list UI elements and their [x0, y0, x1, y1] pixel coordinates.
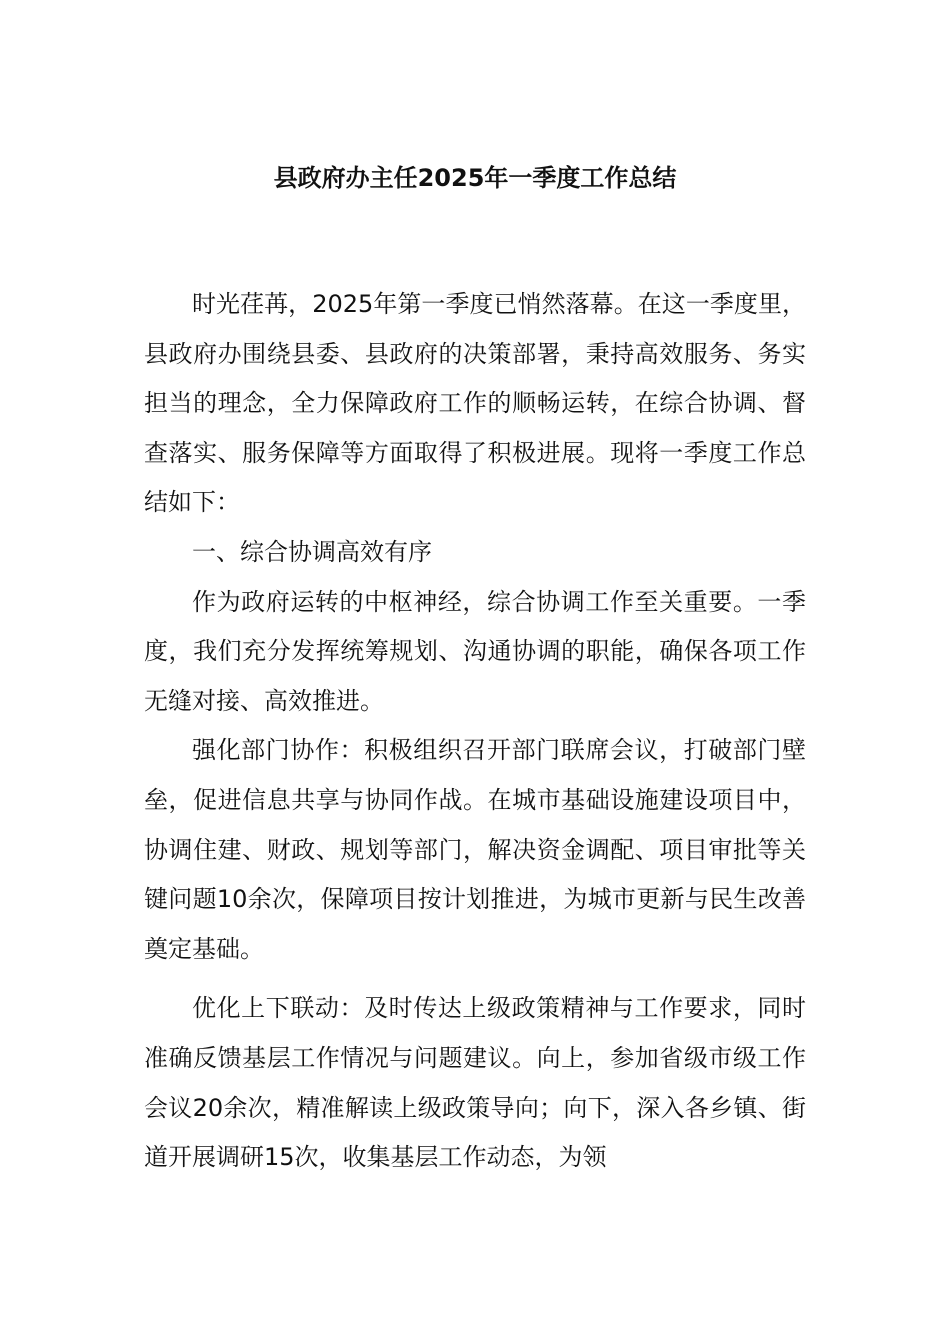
paragraph-coordination: 作为政府运转的中枢神经，综合协调工作至关重要。一季度，我们充分发挥统筹规划、沟通协调的职能，确保各项工作无缝对接、高效推进。	[144, 587, 806, 715]
section-heading-1: 一、综合协调高效有序	[192, 537, 432, 566]
document-body	[144, 280, 806, 1183]
paragraph-department-collaboration: 强化部门协作：积极组织召开部门联席会议，打破部门壁垒，促进信息共享与协同作战。在城市基础设施建设项目中，协调住建、财政、规划等部门，解决资金调配、项目审批等关键问题10余次，保障项目按计划推进，为城市更新与民生改善奠定基础。	[144, 736, 806, 963]
paragraph-vertical-linkage: 优化上下联动：及时传达上级政策精神与工作要求，同时准确反馈基层工作情况与问题建议。向上，参加省级市级工作会议20余次，精准解读上级政策导向；向下，深入各乡镇、街道开展调研15次，收集基层工作动态，为领	[144, 994, 806, 1172]
paragraph-intro: 时光荏苒，2025年第一季度已悄然落幕。在这一季度里，县政府办围绕县委、县政府的决策部署，秉持高效服务、务实担当的理念，全力保障政府工作的顺畅运转，在综合协调、督查落实、服务保障等方面取得了积极进展。现将一季度工作总结如下：	[144, 290, 806, 517]
document-title: 县政府办主任2025年一季度工作总结	[273, 164, 677, 192]
